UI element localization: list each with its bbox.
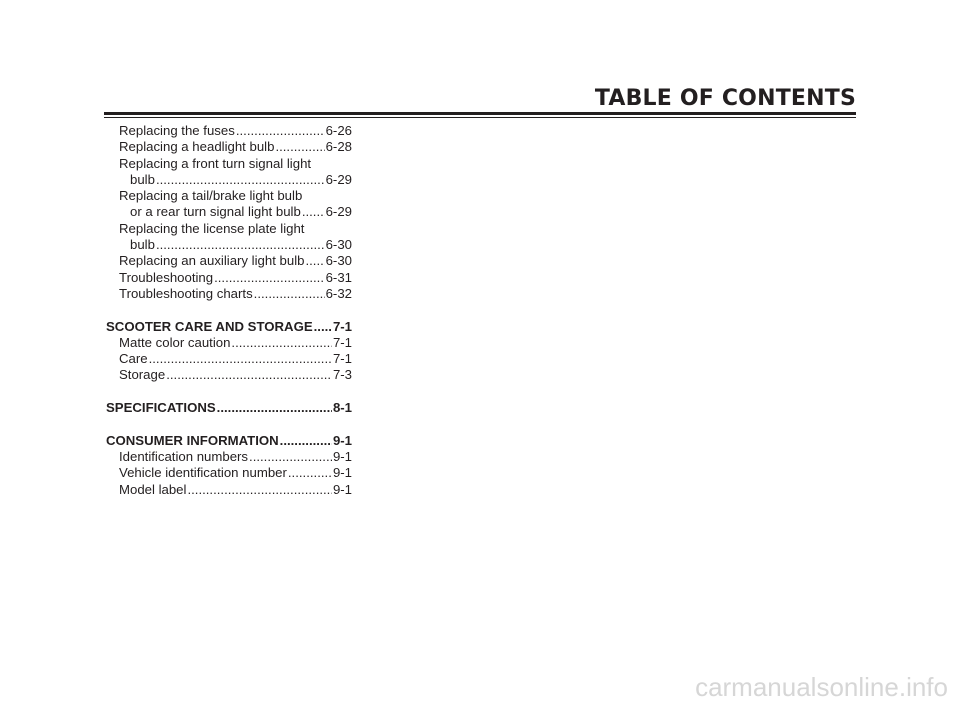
toc-entry-title: Matte color caution: [119, 334, 231, 350]
dot-leader: [305, 253, 324, 269]
toc-entry-title-line1: Replacing the license plate light: [119, 220, 305, 236]
toc-section-page: 7-1: [332, 318, 352, 334]
toc-entry-title: or a rear turn signal light bulb: [130, 204, 301, 220]
toc-entry-replacing-fuses[interactable]: [106, 123, 352, 139]
toc-entry-title: Troubleshooting: [119, 269, 214, 285]
dot-leader: [217, 400, 332, 416]
toc-entry-title-line2: [106, 172, 352, 188]
toc-entry-page: 6-32: [325, 285, 352, 301]
toc-entry-license-plate-light[interactable]: [106, 221, 352, 254]
toc-entry-care[interactable]: [106, 351, 352, 367]
dot-leader: [187, 482, 331, 498]
dot-leader: [288, 465, 332, 481]
toc-entry-page: 6-28: [325, 139, 352, 155]
toc-entry-title: Model label: [119, 481, 187, 497]
toc-entry-title: bulb: [130, 171, 155, 187]
header-rule-thick: [104, 112, 856, 115]
toc-entry-vehicle-id-number[interactable]: [106, 465, 352, 481]
dot-leader: [149, 351, 332, 367]
toc-entry-page: 6-30: [325, 237, 352, 253]
toc-entry-model-label[interactable]: [106, 482, 352, 498]
dot-leader: [254, 286, 325, 302]
toc-entry-page: 9-1: [332, 481, 352, 497]
toc-entry-title: Troubleshooting charts: [119, 285, 253, 301]
toc-section-specifications[interactable]: [106, 400, 352, 416]
toc-section-scooter-care[interactable]: [106, 319, 352, 335]
toc-entry-title: Replacing a headlight bulb: [119, 139, 275, 155]
toc-entry-troubleshooting-charts[interactable]: [106, 286, 352, 302]
dot-leader: [249, 449, 332, 465]
toc-entry-title: Replacing the fuses: [119, 123, 235, 138]
toc-list: [106, 123, 352, 498]
toc-entry-page: 6-26: [325, 123, 352, 138]
dot-leader: [156, 237, 325, 253]
toc-section-consumer-information[interactable]: [106, 433, 352, 449]
dot-leader: [214, 270, 325, 286]
dot-leader: [231, 335, 332, 351]
dot-leader: [280, 433, 332, 449]
toc-entry-title: Replacing an auxiliary light bulb: [119, 253, 305, 269]
dot-leader: [236, 123, 325, 139]
toc-entry-title: Vehicle identification number: [119, 465, 287, 481]
page-title: TABLE OF CONTENTS: [594, 86, 856, 111]
toc-entry-title: Storage: [119, 367, 166, 383]
toc-entry-page: 7-3: [332, 367, 352, 383]
toc-entry-title-line1: Replacing a tail/brake light bulb: [119, 188, 303, 204]
toc-entry-identification-numbers[interactable]: [106, 449, 352, 465]
toc-entry-page: 9-1: [332, 465, 352, 481]
dot-leader: [166, 367, 332, 383]
dot-leader: [314, 319, 332, 335]
toc-section-page: 8-1: [332, 400, 352, 416]
toc-entry-page: 6-29: [325, 171, 352, 187]
toc-section-page: 9-1: [332, 432, 352, 448]
toc-entry-troubleshooting[interactable]: [106, 270, 352, 286]
dot-leader: [275, 139, 324, 155]
toc-entry-headlight-bulb[interactable]: [106, 139, 352, 155]
dot-leader: [302, 204, 325, 220]
toc-entry-title-line2: [106, 204, 352, 220]
toc-section-title: CONSUMER INFORMATION: [106, 432, 279, 448]
toc-entry-page: 9-1: [332, 448, 352, 464]
toc-entry-auxiliary-light[interactable]: [106, 253, 352, 269]
toc-entry-title: Identification numbers: [119, 448, 249, 464]
toc-entry-title-line2: [106, 237, 352, 253]
toc-entry-page: 6-30: [325, 253, 352, 269]
toc-entry-title: bulb: [130, 237, 155, 253]
toc-section-title: SPECIFICATIONS: [106, 400, 216, 416]
toc-section-title: SCOOTER CARE AND STORAGE: [106, 318, 313, 334]
toc-entry-title: Care: [119, 351, 148, 367]
toc-entry-page: 7-1: [332, 351, 352, 367]
toc-entry-matte-color[interactable]: [106, 335, 352, 351]
site-watermark: carmanualsonline.info: [695, 672, 948, 702]
toc-entry-tail-brake-bulb[interactable]: [106, 188, 352, 221]
toc-entry-page: 6-31: [325, 269, 352, 285]
toc-entry-page: 6-29: [325, 204, 352, 220]
dot-leader: [156, 172, 325, 188]
header-rule-thin: [104, 117, 856, 118]
toc-entry-page: 7-1: [332, 334, 352, 350]
toc-entry-title-line1: Replacing a front turn signal light: [119, 155, 312, 171]
toc-entry-front-turn-signal[interactable]: [106, 156, 352, 189]
toc-entry-storage[interactable]: [106, 367, 352, 383]
